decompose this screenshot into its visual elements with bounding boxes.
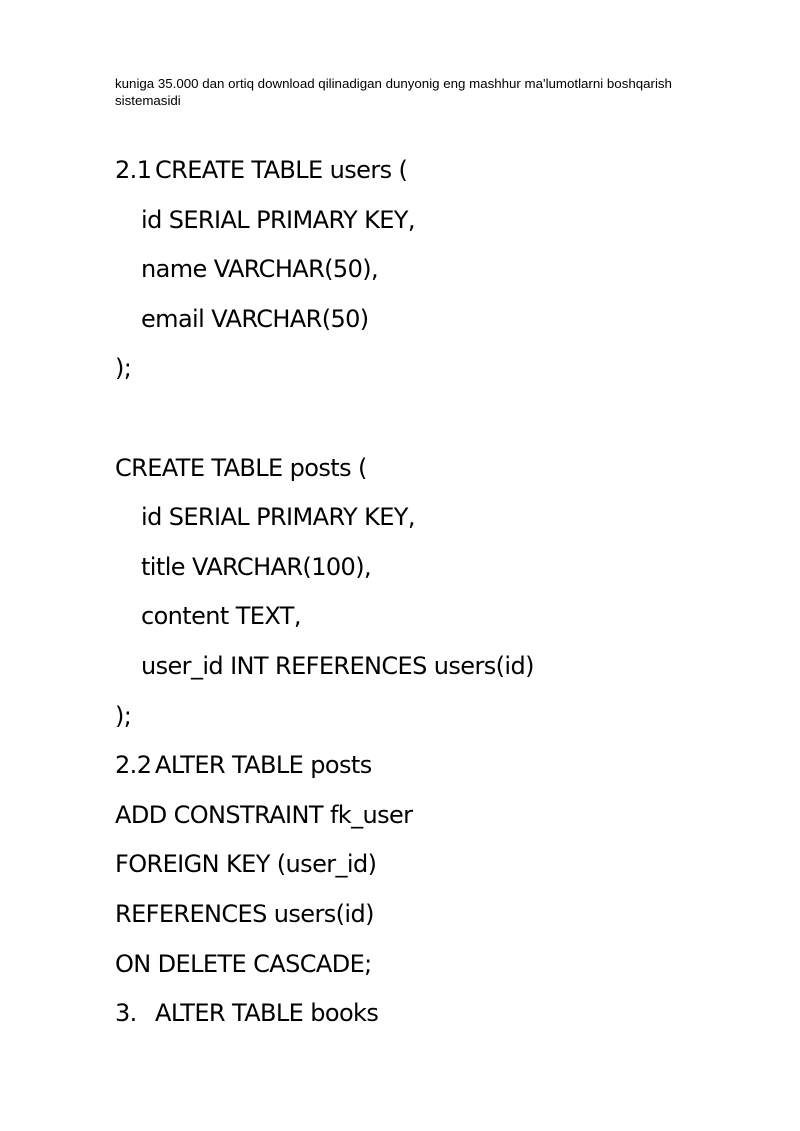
sql-code-block — [115, 146, 755, 1039]
code-line-posts-user-id: user_id INT REFERENCES users(id) — [141, 651, 534, 680]
code-line-on-delete: ON DELETE CASCADE; — [115, 949, 372, 978]
code-line-foreign-key: FOREIGN KEY (user_id) — [115, 850, 377, 879]
intro-paragraph: kuniga 35.000 dan ortiq download qilinadigan dunyonig eng mashhur ma'lumotlarni boshqarish sistemasidi — [115, 76, 672, 108]
code-line-users-id: id SERIAL PRIMARY KEY, — [141, 205, 415, 234]
code-line-users-name: name VARCHAR(50), — [141, 255, 379, 284]
code-line-references: REFERENCES users(id) — [115, 899, 374, 928]
code-line-create-posts: CREATE TABLE posts ( — [115, 453, 367, 482]
item-number: 3. — [115, 999, 137, 1028]
code-line-posts-id: id SERIAL PRIMARY KEY, — [141, 503, 415, 532]
item-number: 2.1 — [115, 156, 152, 184]
code-line-posts-title: title VARCHAR(100), — [141, 552, 371, 581]
code-line-create-users — [115, 146, 755, 196]
code-text: ALTER TABLE posts — [155, 751, 372, 780]
code-text: ALTER TABLE books — [155, 999, 379, 1028]
code-line-posts-close: ); — [115, 701, 132, 730]
code-text: CREATE TABLE users ( — [155, 156, 408, 184]
blank-line — [115, 394, 755, 444]
code-line-users-email: email VARCHAR(50) — [141, 304, 369, 333]
code-line-posts-content: content TEXT, — [141, 602, 301, 631]
code-line-alter-posts — [115, 741, 755, 791]
code-line-users-close: ); — [115, 354, 132, 383]
code-line-alter-books — [115, 989, 755, 1039]
item-number: 2.2 — [115, 751, 152, 780]
code-line-add-constraint: ADD CONSTRAINT fk_user — [115, 800, 413, 829]
